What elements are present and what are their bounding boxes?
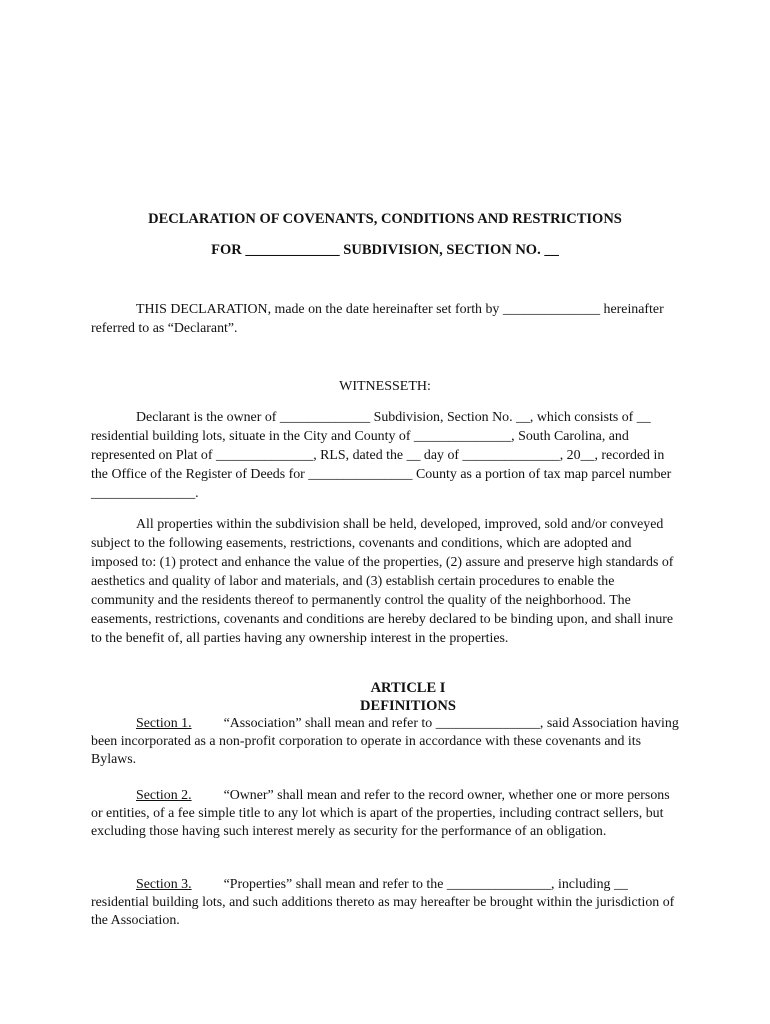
section-label: Section 2. [136, 788, 192, 803]
document-subtitle: FOR _____________ SUBDIVISION, SECTION NO. __ [211, 242, 559, 258]
document-title: DECLARATION OF COVENANTS, CONDITIONS AND RESTRICTIONS [148, 211, 622, 227]
section-text: “Owner” shall mean and refer to the record owner, whether one or more persons or entities, of a fee simple title to any lot which is apart of the properties, including contract sellers, but excluding those having such interest merely as security for the performance of an obligation. [91, 788, 670, 839]
definition-section [91, 787, 681, 841]
section-label: Section 1. [136, 716, 192, 731]
article-name: DEFINITIONS [360, 698, 456, 714]
definition-section [91, 715, 681, 769]
article-number: ARTICLE I [370, 680, 446, 696]
section-label: Section 3. [136, 877, 192, 892]
definition-section [91, 876, 681, 930]
section-text: “Properties” shall mean and refer to the _______________, including __ residential building lots, and such additions thereto as may hereafter be brought within the jurisdiction of the Association. [91, 877, 675, 928]
witnesseth-heading: WITNESSETH: [339, 379, 431, 394]
properties-paragraph: All properties within the subdivision shall be held, developed, improved, sold and/or conveyed subject to the following easements, restrictions, covenants and conditions, which are adopted and imposed to: (1) protect and enhance the value of the properties, (2) assure and preserve high standards of aesthetics and quality of labor and materials, and (3) establish certain procedures to enable the community and the residents thereof to permanently control the quality of the neighborhood. The easements, restrictions, covenants and conditions are hereby declared to be binding upon, and shall inure to the benefit of, all parties having any ownership interest in the properties. [91, 517, 674, 646]
section-text: “Association” shall mean and refer to _______________, said Association having been incorporated as a non-profit corporation to operate in accordance with these covenants and its Bylaws. [91, 716, 679, 767]
intro-paragraph: THIS DECLARATION, made on the date hereinafter set forth by ______________ hereinafter referred to as “Declarant”. [91, 302, 664, 336]
owner-paragraph: Declarant is the owner of _____________ Subdivision, Section No. __, which consists of __ residential building lots, situate in the City and County of ______________, South Carolina, and represented on Plat of ______________, RLS, dated the __ day of ______________, 20__, recorded in the Office of the Register of Deeds for _______________ County as a portion of tax map parcel number _______________. [91, 410, 672, 501]
